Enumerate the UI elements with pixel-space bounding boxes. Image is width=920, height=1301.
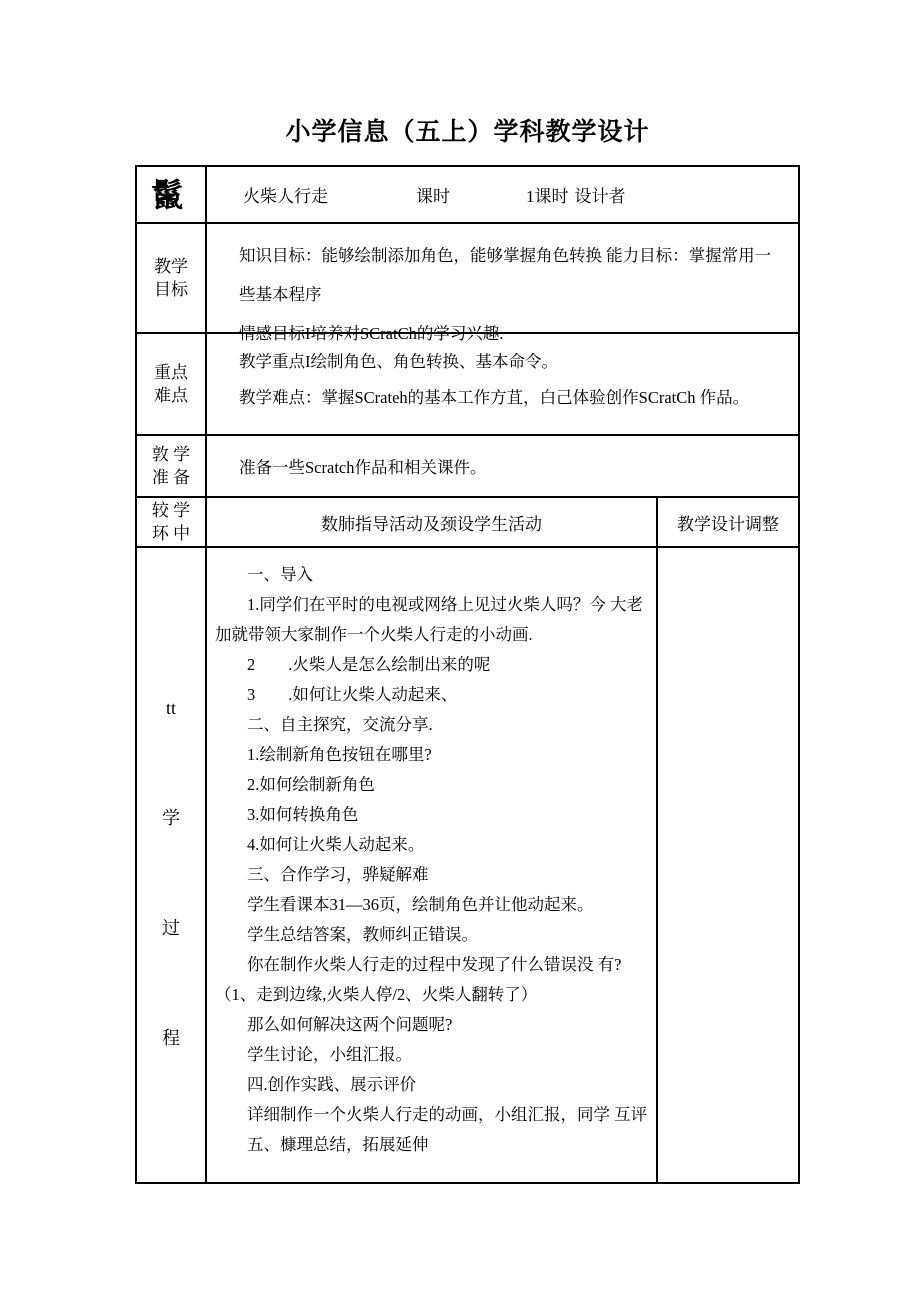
preparation-content bbox=[207, 436, 798, 496]
lesson-line: 1.绘制新角色按钮在哪里? bbox=[247, 745, 432, 764]
lesson-steps-content bbox=[207, 548, 658, 1182]
lesson-line: （1、走到边缘,火柴人停/2、火柴人翻转了） bbox=[215, 985, 538, 1004]
label-text: 准 备 bbox=[151, 468, 191, 487]
objective-line: 些基本程序 bbox=[239, 285, 322, 304]
process-header-label bbox=[137, 498, 207, 546]
lesson-line: 3.如何转换角色 bbox=[247, 805, 359, 824]
table-row bbox=[137, 498, 798, 548]
lesson-line: 四.创作实践、展示评价 bbox=[247, 1075, 417, 1094]
preparation-text: 准备一些Scratch作品和相关课件。 bbox=[239, 458, 487, 477]
adjustment-column-header bbox=[658, 498, 798, 546]
objectives-content bbox=[207, 224, 798, 343]
lesson-line: 学生总结答案，教师纠正错误。 bbox=[247, 925, 478, 944]
table-row bbox=[137, 548, 798, 1182]
objective-line: 情感目标I培养对SCratCh的学习兴趣. bbox=[239, 324, 504, 343]
lesson-line: 五、槺理总结，拓展延伸 bbox=[247, 1135, 429, 1154]
adjustment-column-body bbox=[658, 548, 798, 1182]
label-text: 教学 bbox=[154, 257, 188, 276]
topic-label-glyph: 鬣 bbox=[137, 167, 207, 222]
lesson-line: 2 .火柴人是怎么绘制出来的呢 bbox=[247, 655, 491, 674]
table-row bbox=[137, 334, 798, 436]
label-text: 敦 学 bbox=[151, 445, 191, 464]
topic-row-content bbox=[207, 167, 798, 222]
lesson-line: 那么如何解决这两个问题呢? bbox=[247, 1015, 453, 1034]
preparation-label bbox=[137, 436, 207, 496]
activities-column-header bbox=[207, 498, 658, 546]
lesson-line: 学生看课本31—36页，绘制角色并让他动起来。 bbox=[247, 895, 594, 914]
page-title: 小学信息（五上）学科教学设计 bbox=[285, 119, 650, 146]
label-text: 环 中 bbox=[151, 524, 191, 543]
table-row bbox=[137, 167, 798, 224]
objectives-label bbox=[137, 224, 207, 332]
header-text: 数肺指导活动及颈设学生活动 bbox=[321, 514, 542, 534]
process-label bbox=[137, 548, 207, 1182]
label-text: 较 学 bbox=[151, 501, 191, 520]
lesson-line: 二、自主探究，交流分享. bbox=[247, 715, 433, 734]
lesson-line: 加就带领大家制作一个火柴人行走的小动画. bbox=[215, 625, 533, 644]
objective-line: 知识目标：能够绘制添加角色，能够掌握角色转换 能力目标：掌握常用一 bbox=[239, 246, 772, 265]
lesson-line: 2.如何绘制新角色 bbox=[247, 775, 375, 794]
period-label: 课时 bbox=[416, 187, 450, 206]
keypoint-line: 教学重点I绘制角色、角色转换、基本命令。 bbox=[239, 352, 558, 371]
lesson-line: 1.同学们在平时的电视或网络上见过火柴人吗？今 大老 bbox=[247, 595, 643, 614]
lesson-line: 三、合作学习，骅疑解难 bbox=[247, 865, 429, 884]
label-text: 重点 bbox=[154, 363, 188, 382]
process-label-part: 程 bbox=[162, 1028, 180, 1048]
process-label-part: tt bbox=[165, 698, 176, 718]
keypoints-content bbox=[207, 334, 798, 434]
lesson-line: 3 .如何让火柴人动起来、 bbox=[247, 685, 458, 704]
lesson-line: 你在制作火柴人行走的过程中发现了什么错误没 有? bbox=[247, 955, 622, 974]
header-text: 教学设计调整 bbox=[677, 514, 779, 534]
lesson-line: 学生讨论，小组汇报。 bbox=[247, 1045, 412, 1064]
lesson-plan-table bbox=[135, 165, 800, 1184]
process-label-part: 过 bbox=[162, 918, 180, 938]
label-text: 目标 bbox=[154, 280, 188, 299]
period-value: 1课时 bbox=[526, 187, 569, 206]
table-row bbox=[137, 436, 798, 498]
keypoints-label bbox=[137, 334, 207, 434]
label-text: 难点 bbox=[154, 386, 188, 405]
designer-label: 设计者 bbox=[574, 187, 626, 206]
keypoint-line: 教学难点：掌握SCrateh的基本工作方苴，白己体验创作SCratCh 作品。 bbox=[239, 388, 750, 407]
process-label-part: 学 bbox=[162, 808, 180, 828]
lesson-line: 4.如何让火柴人动起来。 bbox=[247, 835, 425, 854]
lesson-line: 详细制作一个火柴人行走的动画，小组汇报，同学 互评 bbox=[247, 1105, 648, 1124]
topic-value: 火柴人行走 bbox=[243, 187, 328, 206]
lesson-line: 一、导入 bbox=[247, 565, 313, 584]
table-row bbox=[137, 224, 798, 343]
